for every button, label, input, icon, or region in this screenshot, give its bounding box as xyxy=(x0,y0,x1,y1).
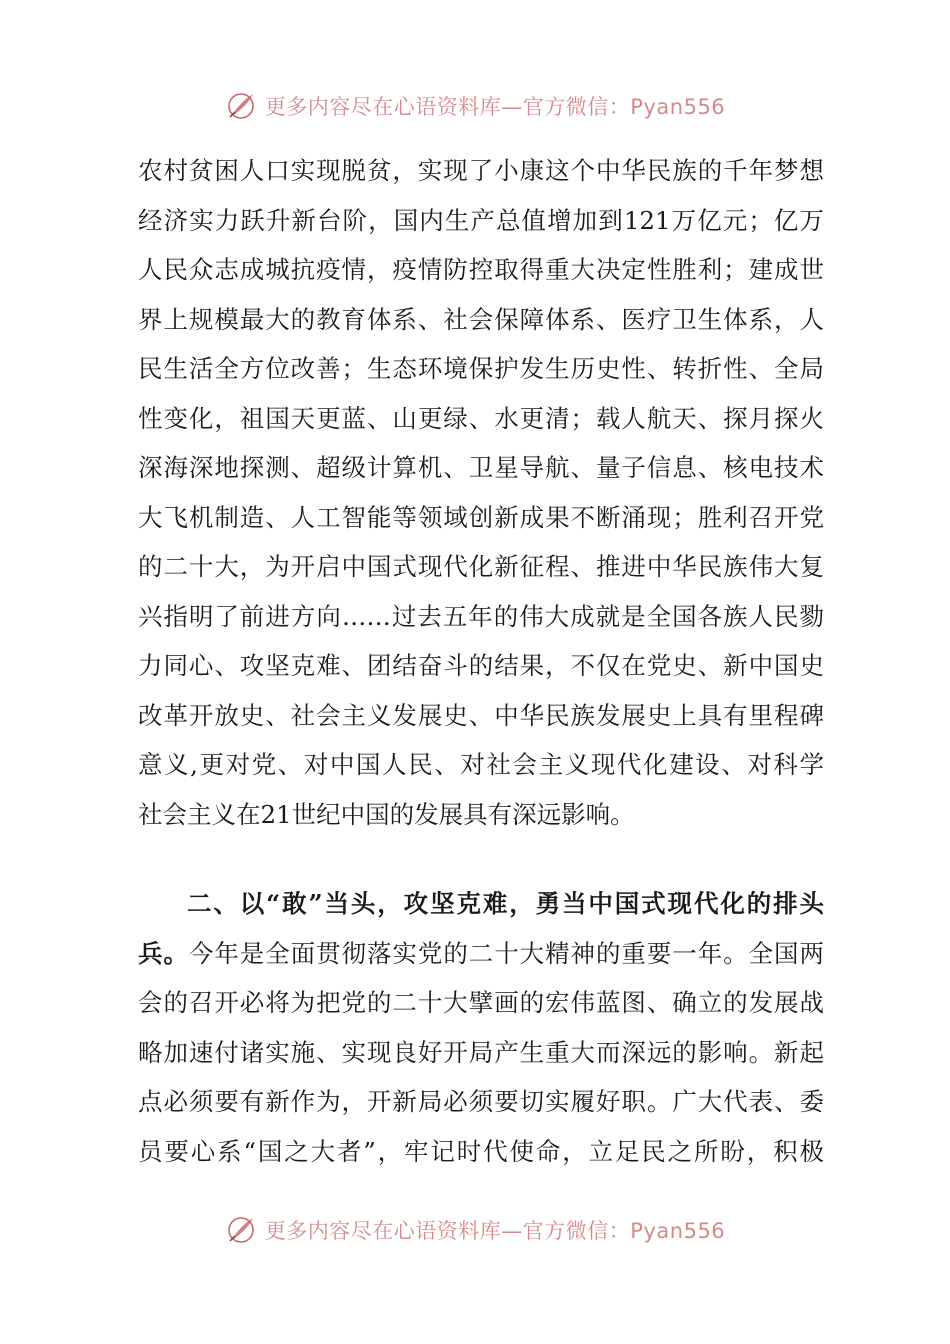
text-line: 经济实力跃升新台阶，国内生产总值增加到121万亿元；亿万 xyxy=(138,205,824,235)
watermark-text: 更多内容尽在心语资料库—官方微信：Pyan556 xyxy=(264,1219,726,1243)
text-line: 兴指明了前进方向……过去五年的伟大成就是全国各族人民勠 xyxy=(138,601,824,631)
text-line: 会的召开必将为把党的二十大擘画的宏伟蓝图、确立的发展战 xyxy=(138,988,824,1017)
watermark-text: 更多内容尽在心语资料库—官方微信：Pyan556 xyxy=(264,95,726,119)
text-line xyxy=(138,929,824,979)
text-line: 深海深地探测、超级计算机、卫星导航、量子信息、核电技术 xyxy=(138,453,824,482)
text-line: 社会主义在21世纪中国的发展具有深远影响。 xyxy=(138,799,635,829)
quill-pen-logo-icon xyxy=(225,90,257,122)
text-line: 人民众志成城抗疫情，疫情防控取得重大决定性胜利；建成世 xyxy=(138,255,824,284)
section-heading: 二、以“敢”当头，攻坚克难，勇当中国式现代化的排头 xyxy=(187,889,824,918)
text-line: 略加速付诸实施、实现良好开局产生重大而深远的影响。新起 xyxy=(138,1037,824,1067)
text-line: 点必须要有新作为，开新局必须要切实履好职。广大代表、委 xyxy=(138,1087,824,1116)
text-line: 民生活全方位改善；生态环境保护发生历史性、转折性、全局 xyxy=(138,354,824,383)
watermark-footer xyxy=(0,1210,950,1250)
text-line: 性变化，祖国天更蓝、山更绿、水更清；载人航天、探月探火 xyxy=(138,403,824,433)
text-line: 意义,更对党、对中国人民、对社会主义现代化建设、对科学 xyxy=(138,750,824,779)
section-heading-end: 兵。 xyxy=(138,938,189,968)
text-line: 大飞机制造、人工智能等领域创新成果不断涌现；胜利召开党 xyxy=(138,502,824,532)
text-line: 员要心系“国之大者”，牢记时代使命，立足民之所盼，积极 xyxy=(138,1136,824,1166)
paragraph-2 xyxy=(138,879,824,1176)
text-line: 界上规模最大的教育体系、社会保障体系、医疗卫生体系，人 xyxy=(138,304,824,334)
text-line: 改革开放史、社会主义发展史、中华民族发展史上具有里程碑 xyxy=(138,700,824,730)
document-body xyxy=(138,146,824,1176)
watermark-header xyxy=(0,86,950,126)
text-line-rest: 今年是全面贯彻落实党的二十大精神的重要一年。全国两 xyxy=(188,938,825,968)
text-line: 力同心、攻坚克难、团结奋斗的结果，不仅在党史、新中国史 xyxy=(138,651,824,680)
paragraph-1 xyxy=(138,146,824,839)
text-line: 农村贫困人口实现脱贫，实现了小康这个中华民族的千年梦想 xyxy=(138,156,824,185)
quill-pen-logo-icon xyxy=(225,1214,257,1246)
text-line: 的二十大，为开启中国式现代化新征程、推进中华民族伟大复 xyxy=(138,552,824,581)
